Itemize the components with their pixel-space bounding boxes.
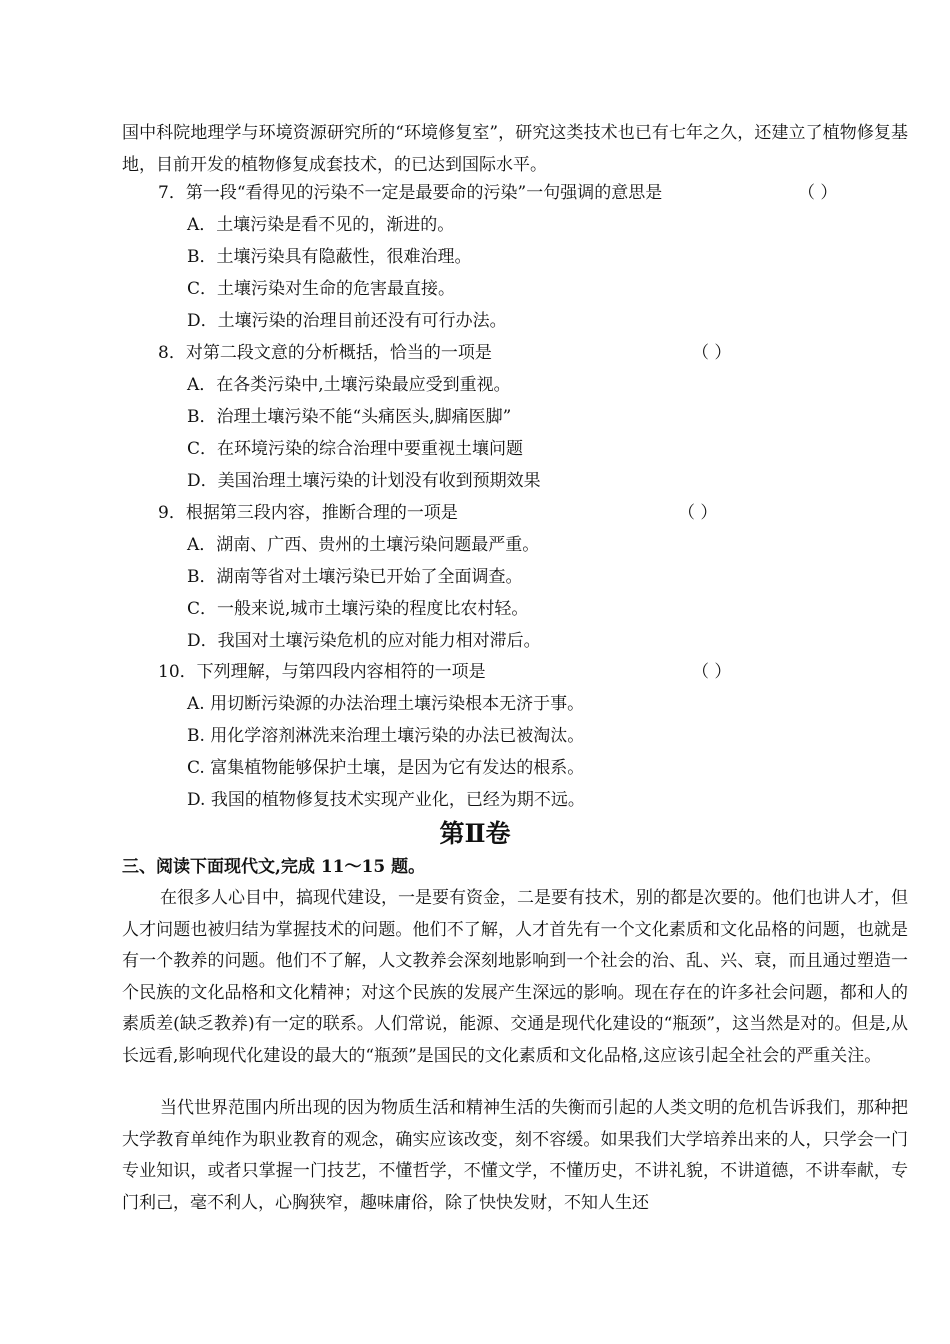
question-7-option-a: A．土壤污染是看不见的，渐进的。: [187, 215, 455, 235]
question-7-option-b: B．土壤污染具有隐蔽性，很难治理。: [187, 247, 472, 267]
question-10-option-b: B. 用化学溶剂淋洗来治理土壤污染的办法已被淘汰。: [187, 726, 585, 746]
question-7-option-d: D．土壤污染的治理目前还没有可行办法。: [187, 311, 507, 331]
essay-paragraph-1: 在很多人心目中，搞现代建设，一是要有资金，二是要有技术，别的都是次要的。他们也讲人才，但人才问题也被归结为掌握技术的问题。他们不了解，人才首先有一个文化素质和文化品格的问题，也就是有一个教养的问题。他们不了解，人文教养会深刻地影响到一个社会的治、乱、兴、衰，而且通过塑造一个民族的文化品格和文化精神；对这个民族的发展产生深远的影响。现在存在的许多社会问题，都和人的素质差(缺乏教养)有一定的联系。人们常说，能源、交通是现代化建设的“瓶颈”，这当然是对的。但是,从长远看,影响现代化建设的最大的“瓶颈”是国民的文化素质和文化品格,这应该引起全社会的严重关注。: [122, 888, 908, 1066]
question-9-option-b: B．湖南等省对土壤污染已开始了全面调查。: [187, 567, 523, 587]
question-9: [158, 501, 758, 525]
question-9-stem: 9．根据第三段内容，推断合理的一项是: [158, 503, 458, 523]
question-10-option-a: A. 用切断污染源的办法治理土壤污染根本无济于事。: [187, 694, 585, 714]
question-8-option-d: D．美国治理土壤污染的计划没有收到预期效果: [187, 471, 541, 491]
question-10-option-c: C. 富集植物能够保护土壤，是因为它有发达的根系。: [187, 758, 585, 778]
question-8-option-b: B．治理土壤污染不能“头痛医头,脚痛医脚”: [187, 407, 512, 427]
question-9-option-c: C．一般来说,城市土壤污染的程度比农村轻。: [187, 599, 529, 619]
question-7-stem: 7．第一段“看得见的污染不一定是最要命的污染”一句强调的意思是: [158, 183, 663, 203]
question-8-option-c: C．在环境污染的综合治理中要重视土壤问题: [187, 439, 524, 459]
question-8: [158, 341, 778, 365]
question-10-option-d: D. 我国的植物修复技术实现产业化，已经为期不远。: [187, 790, 585, 810]
question-8-stem: 8．对第二段文意的分析概括，恰当的一项是: [158, 343, 492, 363]
question-9-answer-bracket: （ ）: [678, 503, 718, 523]
question-10: [158, 660, 778, 684]
question-8-option-a: A．在各类污染中,土壤污染最应受到重视。: [187, 375, 511, 395]
question-10-stem: 10．下列理解，与第四段内容相符的一项是: [158, 662, 486, 682]
question-7-option-c: C．土壤污染对生命的危害最直接。: [187, 279, 456, 299]
section-heading: 三、阅读下面现代文,完成 11～15 题。: [122, 857, 426, 877]
question-9-option-d: D．我国对土壤污染危机的应对能力相对滞后。: [187, 631, 541, 651]
question-8-answer-bracket: （ ）: [692, 343, 732, 363]
section-title: 第Ⅱ卷: [439, 819, 511, 848]
question-7: [158, 181, 858, 205]
essay-paragraph-2: 当代世界范围内所出现的因为物质生活和精神生活的失衡而引起的人类文明的危机告诉我们，那种把大学教育单纯作为职业教育的观念，确实应该改变，刻不容缓。如果我们大学培养出来的人，只学会一门专业知识，或者只掌握一门技艺，不懂哲学，不懂文学，不懂历史，不讲礼貌，不讲道德，不讲奉献，专门利己，毫不利人，心胸狭窄，趣味庸俗，除了快快发财，不知人生还: [122, 1098, 908, 1213]
question-7-answer-bracket: （ ）: [798, 183, 838, 203]
question-9-option-a: A．湖南、广西、贵州的土壤污染问题最严重。: [187, 535, 540, 555]
intro-paragraph: 国中科院地理学与环境资源研究所的“环境修复室”，研究这类技术也已有七年之久，还建立了植物修复基地，目前开发的植物修复成套技术，的已达到国际水平。: [122, 123, 908, 175]
question-10-answer-bracket: （ ）: [692, 662, 732, 682]
